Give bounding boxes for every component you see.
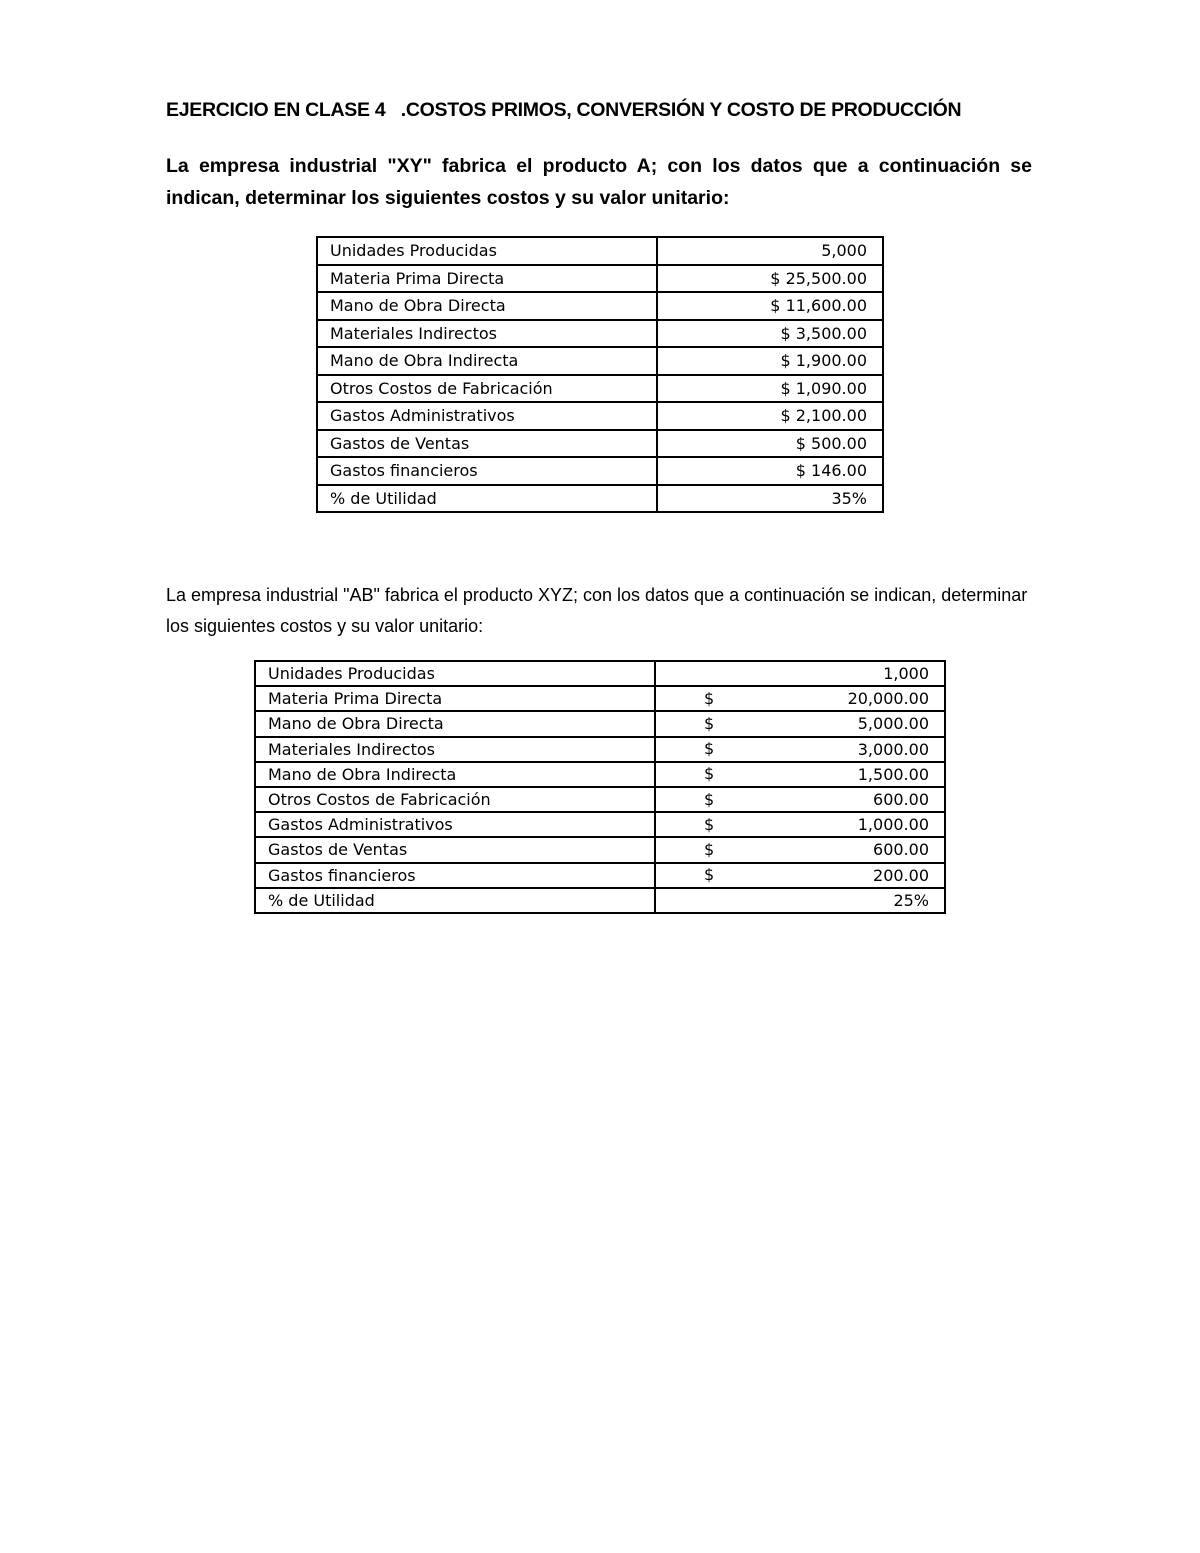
table-row [255,686,945,711]
currency-symbol: $ [704,789,715,809]
currency-symbol: $ [704,764,715,784]
row-value-cell [655,888,945,913]
row-value: 1,000 [883,664,929,684]
table-row [255,711,945,736]
row-value: 3,000.00 [857,739,929,759]
table-row [255,837,945,862]
table-row [317,375,883,403]
row-label: Gastos financieros [317,457,657,485]
row-value-cell [655,711,945,736]
row-label: Unidades Producidas [317,237,657,265]
row-value: $ 1,090.00 [657,375,883,403]
row-label: Gastos Administrativos [317,402,657,430]
table-row [317,292,883,320]
row-value: 600.00 [873,840,929,860]
table-row [255,812,945,837]
row-label: Materiales Indirectos [317,320,657,348]
row-label: Materia Prima Directa [255,686,655,711]
row-value-cell [655,686,945,711]
table-row [255,737,945,762]
row-value-cell [655,661,945,686]
currency-symbol: $ [704,865,715,885]
row-value: $ 2,100.00 [657,402,883,430]
row-value-cell [655,863,945,888]
row-value: $ 1,900.00 [657,347,883,375]
table-row [317,485,883,513]
row-value: 1,500.00 [857,764,929,784]
row-value: 35% [657,485,883,513]
row-value: $ 500.00 [657,430,883,458]
row-value: $ 25,500.00 [657,265,883,293]
table-row [317,265,883,293]
row-value: $ 11,600.00 [657,292,883,320]
table-row [317,457,883,485]
row-label: Otros Costos de Fabricación [317,375,657,403]
row-value: 5,000.00 [857,714,929,734]
table-row [255,787,945,812]
row-label: Mano de Obra Indirecta [255,762,655,787]
row-label: Gastos financieros [255,863,655,888]
row-label: % de Utilidad [317,485,657,513]
exercise2-table-body [255,661,945,913]
row-value: 600.00 [873,790,929,810]
currency-symbol: $ [704,688,715,708]
exercise2-intro: La empresa industrial "AB" fabrica el producto XYZ; con los datos que a continuación se indican, determinar los siguientes costos y su valor unitario: [166,585,1028,636]
currency-symbol: $ [704,814,715,834]
row-label: Materia Prima Directa [317,265,657,293]
row-value: 20,000.00 [847,689,929,709]
exercise1-table-body [317,237,883,512]
table-row [255,661,945,686]
row-value-cell [655,837,945,862]
row-value: 200.00 [873,865,929,885]
table-row [317,320,883,348]
table-row [317,347,883,375]
row-label: Mano de Obra Indirecta [317,347,657,375]
row-value: $ 146.00 [657,457,883,485]
row-value: 25% [893,890,929,910]
table-row [317,402,883,430]
table-row [255,888,945,913]
row-value-cell [655,787,945,812]
row-value: 5,000 [657,237,883,265]
row-label: % de Utilidad [255,888,655,913]
exercise1-intro: La empresa industrial "XY" fabrica el producto A; con los datos que a continuación se indican, determinar los siguientes costos y su valor unitario: [166,155,1032,209]
row-label: Gastos de Ventas [255,837,655,862]
row-value-cell [655,762,945,787]
row-label: Gastos de Ventas [317,430,657,458]
row-label: Unidades Producidas [255,661,655,686]
currency-symbol: $ [704,739,715,759]
currency-symbol: $ [704,840,715,860]
table-row [317,237,883,265]
table-row [255,863,945,888]
row-label: Materiales Indirectos [255,737,655,762]
table-row [317,430,883,458]
table-row [255,762,945,787]
row-label: Gastos Administrativos [255,812,655,837]
row-label: Mano de Obra Directa [255,711,655,736]
exercise2-data-table [254,660,946,914]
exercise1-data-table [316,236,884,513]
row-label: Otros Costos de Fabricación [255,787,655,812]
row-value: 1,000.00 [857,815,929,835]
row-value-cell [655,812,945,837]
currency-symbol: $ [704,714,715,734]
row-label: Mano de Obra Directa [317,292,657,320]
document-title: EJERCICIO EN CLASE 4 .COSTOS PRIMOS, CONVERSIÓN Y COSTO DE PRODUCCIÓN [166,99,962,121]
row-value-cell [655,737,945,762]
row-value: $ 3,500.00 [657,320,883,348]
